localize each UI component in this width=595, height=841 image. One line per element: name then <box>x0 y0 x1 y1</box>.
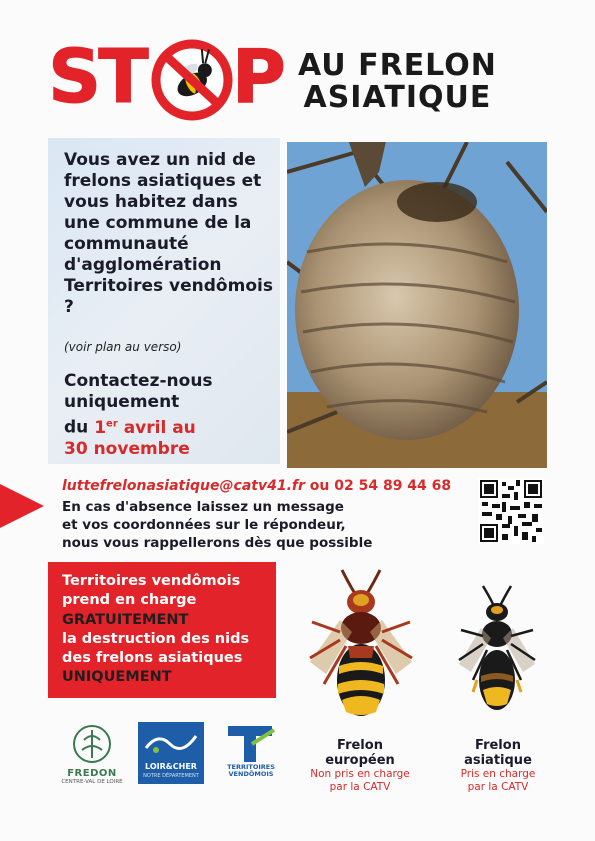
map-note: (voir plan au verso) <box>64 340 182 354</box>
red-arrow-icon <box>0 484 44 528</box>
contact-ou: ou <box>309 478 330 494</box>
asian-hornet-caption: Frelon asiatique Pris en charge par la CATV <box>460 738 536 793</box>
hornet-nest-photo <box>287 142 547 468</box>
title-line-1: AU FRELON <box>298 48 497 83</box>
contact-du: du <box>64 417 89 438</box>
absence-message: En cas d'absence laissez un message et vos coordonnées sur le répondeur, nous vous rappellerons dès que possible <box>62 499 373 551</box>
contact-line-1: Contactez-nous uniquement <box>64 371 213 412</box>
asian-hornet-image <box>453 580 541 730</box>
question-text: Vous avez un nid de frelons asiatiques et vous habitez dans une commune de la communauté d'agglomération Territoires vendômois ? <box>64 150 273 317</box>
no-hornet-icon <box>150 38 234 122</box>
phone-number[interactable]: 02 54 89 44 68 <box>334 478 452 494</box>
territoires-vendomois-label: TERRITOIRES VENDÔMOIS <box>227 763 275 778</box>
date-start: 1er avril au <box>94 417 196 438</box>
stop-letter-s: S <box>48 34 99 120</box>
contact-period <box>64 371 274 460</box>
page-title <box>298 50 497 114</box>
contact-email-phone <box>62 478 451 494</box>
loir-et-cher-sublabel: NOTRE DÉPARTEMENT <box>143 773 199 779</box>
date-end: 30 novembre <box>64 438 190 459</box>
qr-code-icon[interactable] <box>478 478 544 544</box>
email-link[interactable]: luttefrelonasiatique@catv41.fr <box>62 478 305 494</box>
european-hornet-image <box>302 562 420 732</box>
stop-letter-t: T <box>98 34 146 120</box>
territoires-vendomois-logo <box>222 722 278 764</box>
title-line-2: ASIATIQUE <box>303 80 492 115</box>
fredon-label: FREDON <box>67 768 117 779</box>
european-hornet-caption: Frelon européen Non pris en charge par la CATV <box>310 738 410 793</box>
loir-et-cher-label: LOIR&CHER <box>145 762 197 771</box>
loir-et-cher-wave-icon <box>138 722 204 762</box>
stop-letter-p: P <box>231 34 284 120</box>
fredon-sublabel: CENTRE-VAL DE LOIRE <box>61 779 123 785</box>
free-destruction-text: Territoires vendômois prend en charge GRATUITEMENT la destruction des nids des frelons asiatiques UNIQUEMENT <box>62 573 250 686</box>
